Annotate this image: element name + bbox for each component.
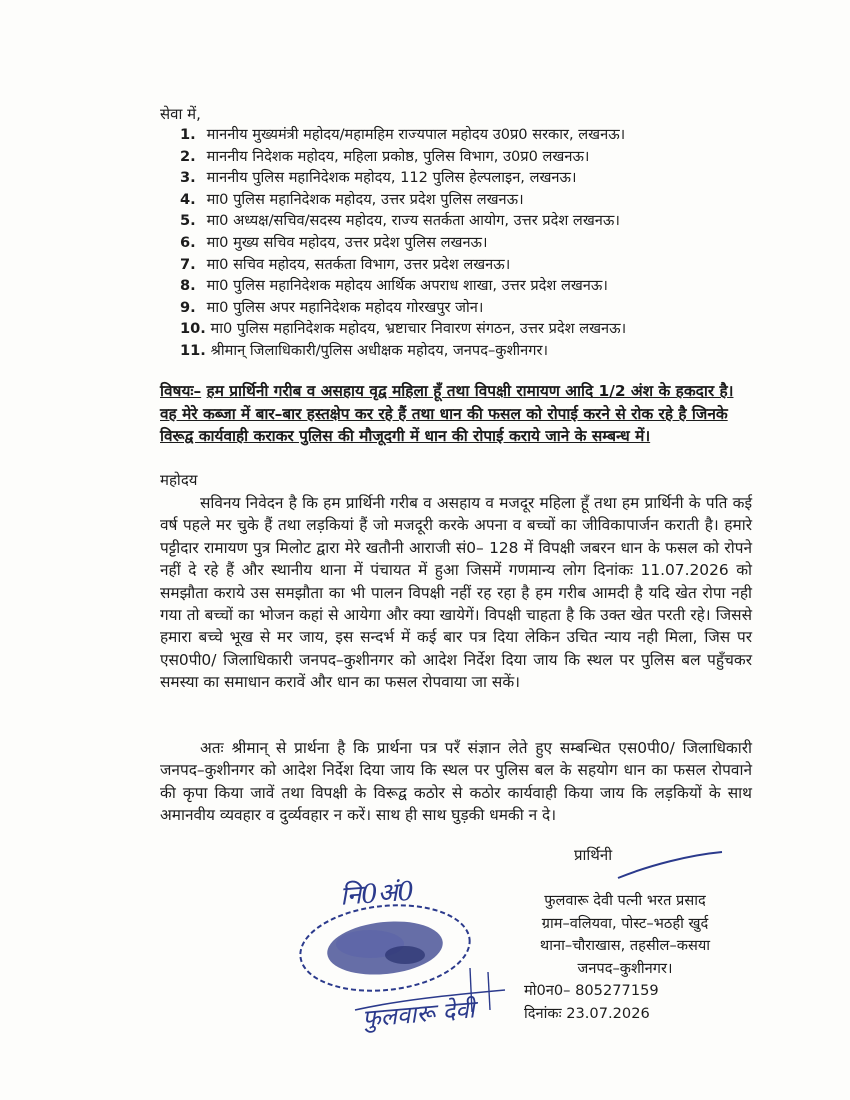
recipient-number: 9. xyxy=(180,298,196,316)
recipient-number: 1. xyxy=(180,126,196,143)
recipient-text: मा0 पुलिस महानिदेशक महोदय, भ्रष्टाचार निवारण संगठन, उत्तर प्रदेश लखनऊ। xyxy=(210,320,627,338)
recipient-item xyxy=(180,232,626,254)
recipient-number: 4. xyxy=(180,190,196,208)
recipient-text: मा0 सचिव महोदय, सतर्कता विभाग, उत्तर प्रदेश लखनऊ। xyxy=(206,255,511,273)
thumbprint-icon xyxy=(296,897,474,998)
recipient-number: 2. xyxy=(180,147,196,165)
body-paragraph-2: अतः श्रीमान् से प्रार्थना है कि प्रार्थना पत्र परँ संज्ञान लेते हुए सम्बन्धित एस0पी0/ जिलाधिकारी जनपद–कुशीनगर को आदेश निर्देश दिया जाय कि स्थल पर पुलिस बल के सहयोग धान का फसल रोपवाने की कृपा किया जावें तथा विपक्षी के विरूद्व कठोर से कठोर कार्यवाही किया जाय कि लड़कियों के साथ अमानवीय व्यवहार व दुर्व्यवहार न करें। साथ ही साथ घुड़की धमकी न दे। xyxy=(160,739,752,825)
sender-district: जनपद–कुशीनगर। xyxy=(577,959,673,977)
recipient-text: श्रीमान् जिलाधिकारी/पुलिस अधीक्षक महोदय, जनपद–कुशीनगर। xyxy=(210,341,548,359)
salutation: सेवा में, xyxy=(160,105,201,123)
recipient-text: मा0 पुलिस महानिदेशक महोदय, उत्तर प्रदेश पुलिस लखनऊ। xyxy=(206,190,524,208)
recipient-list xyxy=(180,124,626,362)
sender-police-station: थाना–चौराखास, तहसील–कसया xyxy=(539,937,711,954)
pen-mark xyxy=(470,968,472,1012)
handwritten-annotation-top: नि0अं0 xyxy=(338,876,416,912)
recipient-text: मा0 पुलिस महानिदेशक महोदय आर्थिक अपराध शाखा, उत्तर प्रदेश लखनऊ। xyxy=(206,277,608,295)
sender-label: प्रार्थिनी xyxy=(574,846,613,864)
handwritten-signature: फुलवारू देवी xyxy=(360,995,476,1034)
recipient-text: माननीय निदेशक महोदय, महिला प्रकोष्ठ, पुलिस विभाग, उ0प्र0 लखनऊ। xyxy=(206,147,590,165)
subject-block xyxy=(160,380,752,448)
recipient-item xyxy=(180,189,626,211)
sender-address-block xyxy=(480,890,770,1025)
sender-mobile: मो0न0– 805277159 xyxy=(524,982,659,999)
body-paragraph-1: सविनय निवेदन है कि हम प्रार्थिनी गरीब व असहाय व मजदूर महिला हूँ तथा हम प्रार्थिनी के पति कई वर्ष पहले मर चुके हैं तथा लड़कियां हैं जो मजदूरी करके अपना व बच्चों का जीविकापार्जन कराती है। हमारे पट्टीदार रामायण पुत्र मिलोट द्वारा मेरे खतौनी आराजी सं0– 128 में विपक्षी जबरन धान के फसल को रोपने नहीं दे रहे हैं और स्थानीय थाना में पंचायत में हुआ जिसमें गणमान्य लोग दिनांकः 11.07.2026 को समझौता कराये उस समझौता का भी पालन विपक्षी नहीं रह रहा है हम गरीब आमदी है यदि खेत रोपा नही गया तो बच्चों का भोजन कहां से आयेगा और क्या खायेगें। विपक्षी चाहता है कि उक्त खेत परती रहे। जिससे हमारा बच्चे भूख से मर जाय, इस सन्दर्भ में कई बार पत्र दिया लेकिन उचित न्याय नही मिला, जिस पर एस0पी0/ जिलाधिकारी जनपद–कुशीनगर को आदेश निर्देश दिया जाय कि स्थल पर पुलिस बल पहुँचकर समस्या का समाधान करावें और धान का फसल रोपवाया जा सकें। xyxy=(160,494,752,692)
recipient-number: 6. xyxy=(180,233,196,251)
recipient-item xyxy=(180,146,626,168)
sender-date: दिनांकः 23.07.2026 xyxy=(524,1004,650,1022)
recipient-text: माननीय मुख्यमंत्री महोदय/महामहिम राज्यपाल महोदय उ0प्र0 सरकार, लखनऊ। xyxy=(206,126,626,143)
sender-village: ग्राम–वलियवा, पोस्ट–भठही खुर्द xyxy=(541,914,709,932)
subject-text: हम प्रार्थिनी गरीब व असहाय वृद्व महिला हूँ तथा विपक्षी रामायण आदि 1/2 अंश के हकदार है। वह मेरे कब्जा में बार–बार हस्तक्षेप कर रहे हैं तथा धान की फसल को रोपाई करने से रोक रहे है जिनके विरूद्व कार्यवाही कराकर पुलिस की मौजूदगी में धान की रोपाई कराये जाने के सम्बन्ध में। xyxy=(160,382,734,445)
recipient-number: 8. xyxy=(180,277,196,295)
recipient-item xyxy=(180,124,626,146)
recipient-number: 5. xyxy=(180,212,196,230)
recipient-number: 10. xyxy=(180,320,206,338)
recipient-item xyxy=(180,210,626,232)
recipient-text: मा0 मुख्य सचिव महोदय, उत्तर प्रदेश पुलिस लखनऊ। xyxy=(206,233,488,251)
recipient-item xyxy=(180,254,626,276)
recipient-text: माननीय पुलिस महानिदेशक महोदय, 112 पुलिस हेल्पलाइन, लखनऊ। xyxy=(206,169,577,187)
recipient-item xyxy=(180,318,626,340)
recipient-text: मा0 अध्यक्ष/सचिव/सदस्य महोदय, राज्य सतर्कता आयोग, उत्तर प्रदेश लखनऊ। xyxy=(206,212,620,230)
recipient-number: 3. xyxy=(180,169,196,187)
recipient-number: 11. xyxy=(180,341,206,359)
recipient-item xyxy=(180,297,626,319)
pen-stroke xyxy=(618,852,722,878)
recipient-number: 7. xyxy=(180,255,196,273)
recipient-item xyxy=(180,340,626,362)
recipient-item xyxy=(180,275,626,297)
greeting: महोदय xyxy=(160,471,198,489)
recipient-item xyxy=(180,167,626,189)
sender-name: फुलवारू देवी पत्नी भरत प्रसाद xyxy=(544,892,706,909)
recipient-text: मा0 पुलिस अपर महानिदेशक महोदय गोरखपुर जोन। xyxy=(206,298,484,316)
subject-label: विषयः– xyxy=(160,382,202,400)
